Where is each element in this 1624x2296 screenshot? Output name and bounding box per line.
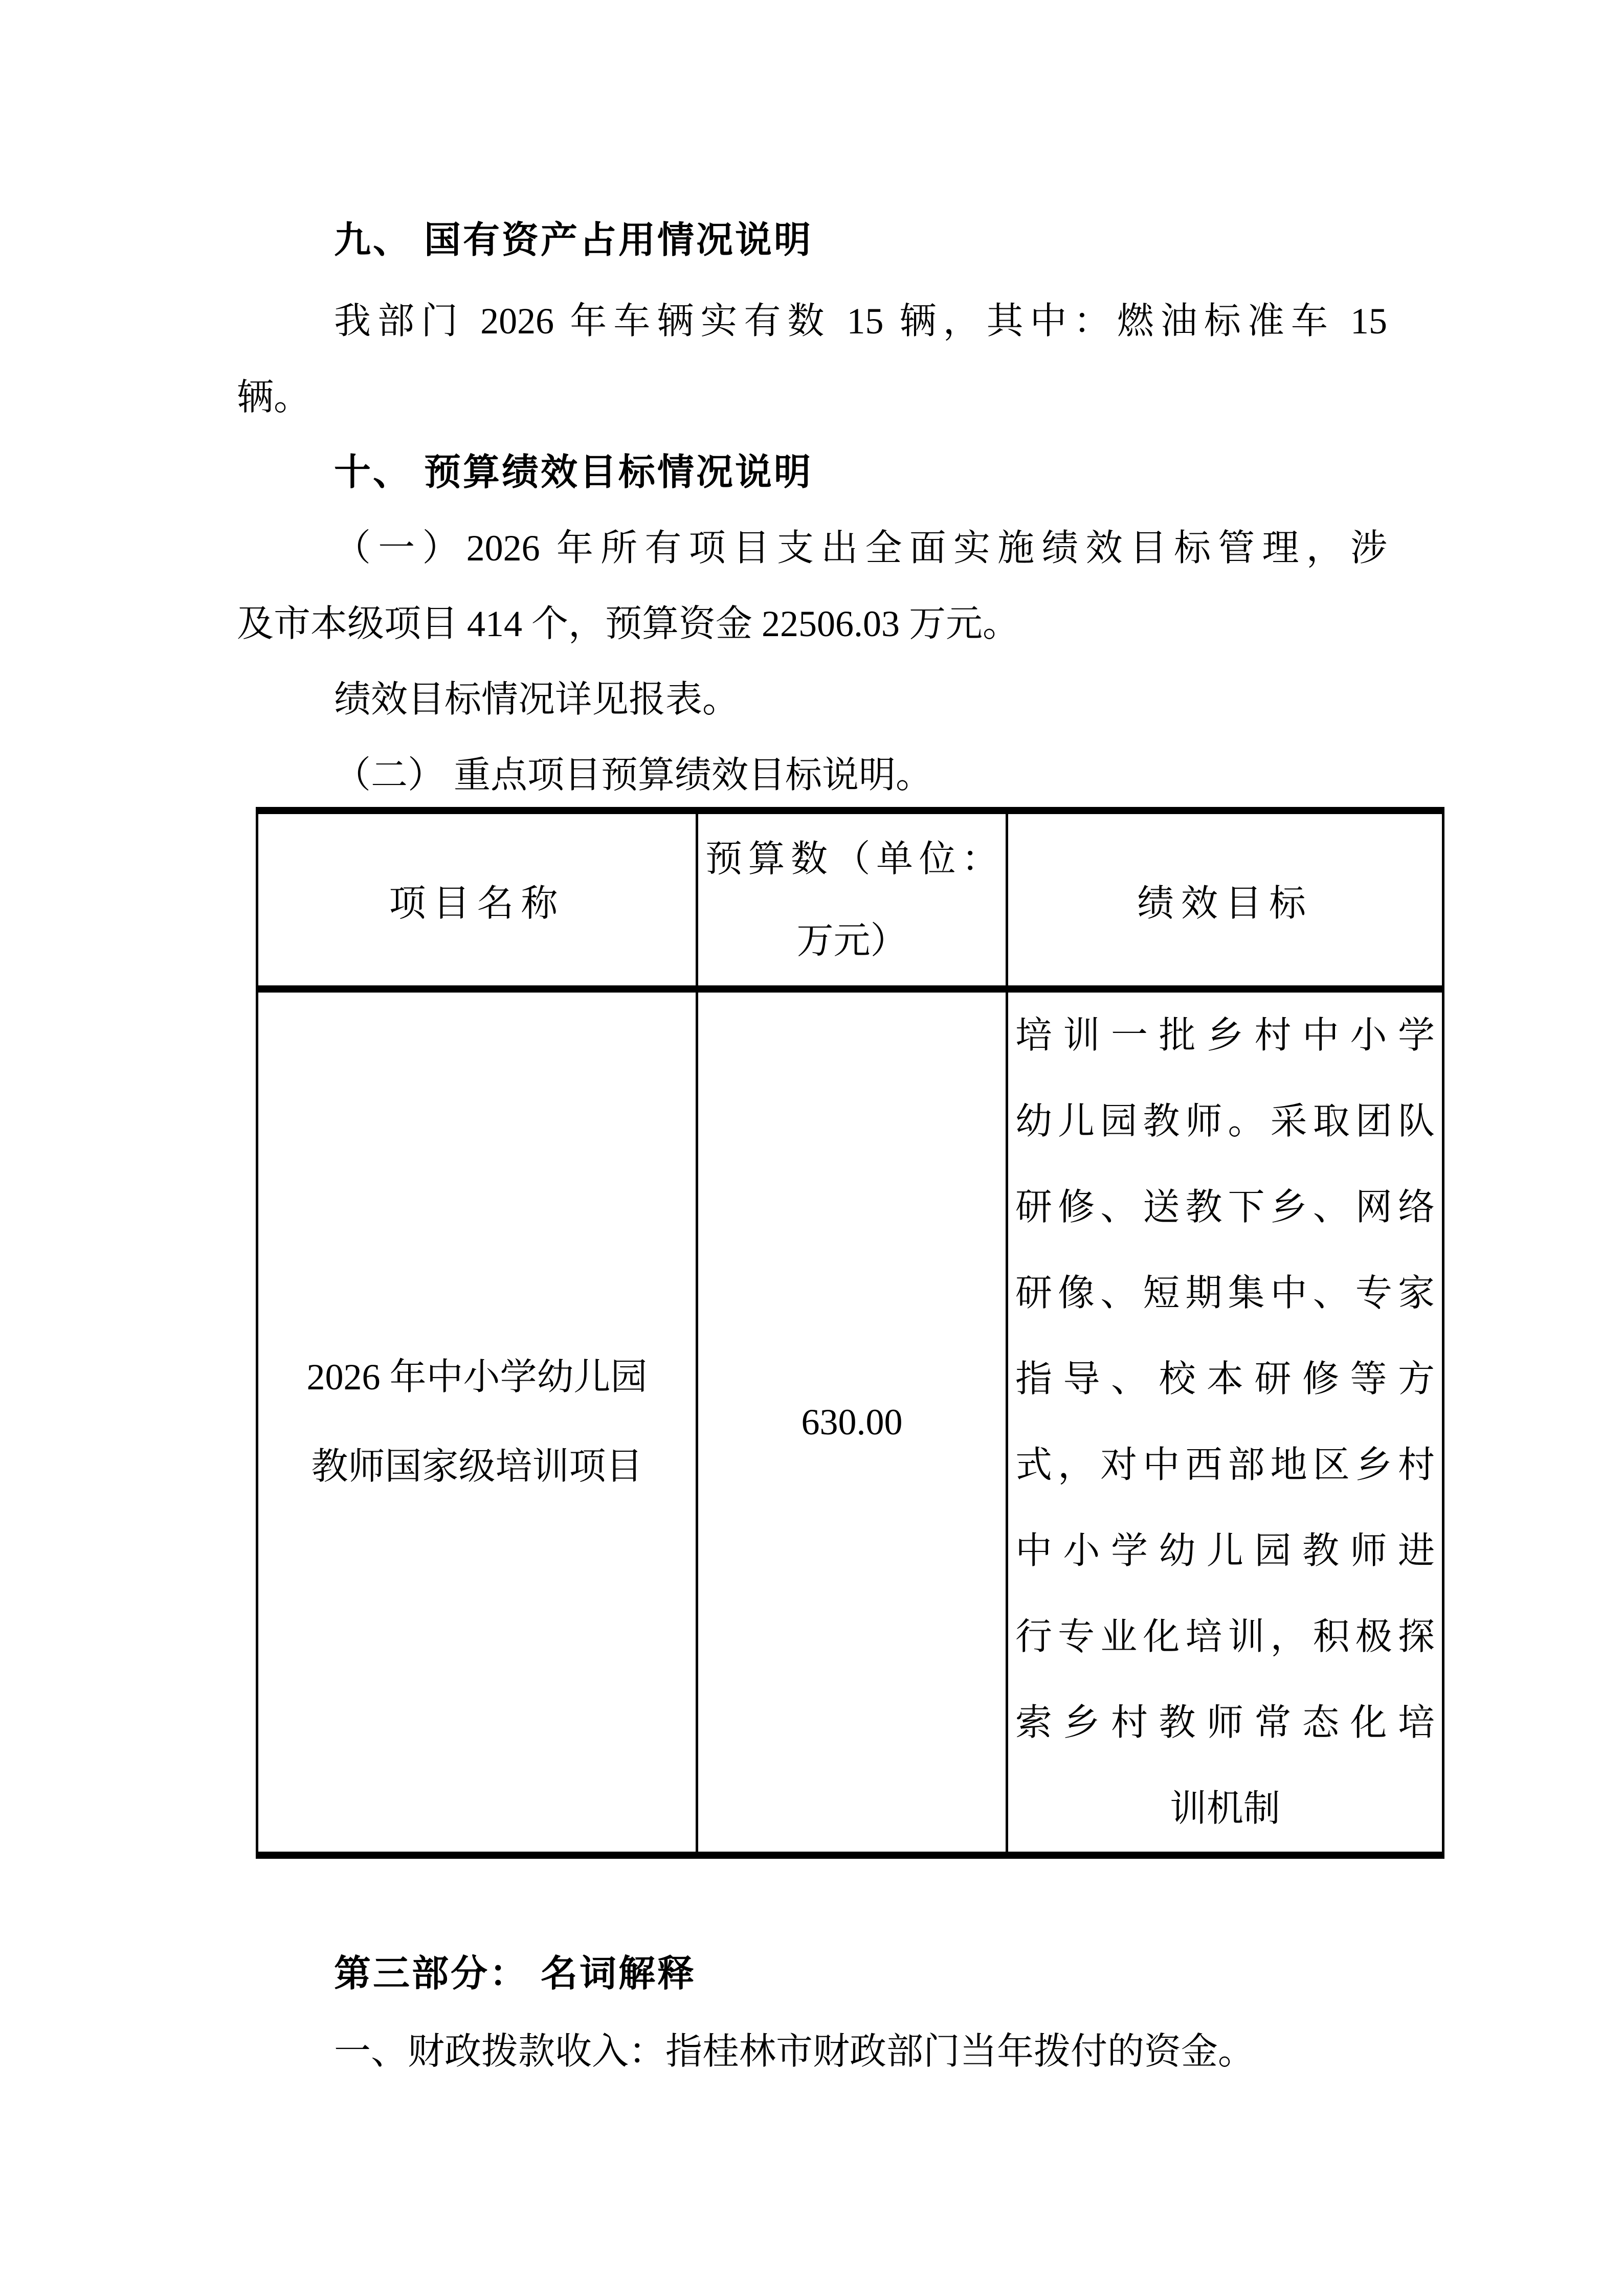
section10-note: 绩效目标情况详见报表。 <box>334 679 740 720</box>
target-text-line: 研修、送教下乡、网络 <box>1015 1187 1435 1228</box>
part3-heading: 第三部分： 名词解释 <box>334 1953 697 1994</box>
target-text-line: 幼儿园教师。采取团队 <box>1015 1101 1435 1142</box>
header-budget-label-line1: 预算数（单位： <box>705 838 998 880</box>
cell-budget-amount <box>697 989 1007 1855</box>
cell-performance-target <box>1007 989 1443 1855</box>
header-performance-target-label: 绩效目标 <box>1137 883 1313 924</box>
header-cell-project-name <box>257 811 697 989</box>
table-data-row <box>257 989 1443 1855</box>
target-text-line: 索乡村教师常态化培 <box>1015 1702 1435 1743</box>
target-text-line: 中小学幼儿园教师进 <box>1015 1530 1435 1571</box>
section10-item2: （二） 重点项目预算绩效目标说明。 <box>334 755 933 796</box>
table-header-row <box>257 811 1443 989</box>
target-text-line: 培训一批乡村中小学 <box>1015 1015 1435 1056</box>
header-cell-budget <box>697 811 1007 989</box>
section10-item1-line2: 及市本级项目 414 个，预算资金 22506.03 万元。 <box>237 603 1020 644</box>
header-budget-label-line2: 万元） <box>796 920 907 961</box>
header-cell-performance-target <box>1007 811 1443 989</box>
target-text-line: 训机制 <box>1169 1788 1280 1829</box>
part3-item1: 一、财政拨款收入：指桂林市财政部门当年拨付的资金。 <box>334 2031 1255 2072</box>
section9-paragraph-line2: 辆。 <box>237 377 311 418</box>
section10-item1-line1: （一）2026 年所有项目支出全面实施绩效目标管理，涉 <box>334 528 1387 569</box>
section10-heading: 十、 预算绩效目标情况说明 <box>334 452 813 493</box>
target-text-line: 行专业化培训，积极探 <box>1015 1616 1435 1657</box>
section9-heading: 九、 国有资产占用情况说明 <box>334 220 813 261</box>
target-text-line: 研像、短期集中、专家 <box>1015 1273 1435 1314</box>
section9-paragraph-line1: 我部门 2026 年车辆实有数 15 辆，其中：燃油标准车 15 <box>334 301 1387 342</box>
cell-project-name <box>257 989 697 1855</box>
header-project-name-label: 项目名称 <box>389 883 565 924</box>
project-name-line1: 2026 年中小学幼儿园 <box>306 1357 648 1398</box>
performance-target-table <box>256 807 1444 1859</box>
target-text-line: 指导、校本研修等方 <box>1015 1359 1435 1400</box>
target-text-line: 式，对中西部地区乡村 <box>1015 1445 1435 1485</box>
project-name-line2: 教师国家级培训项目 <box>311 1446 643 1487</box>
budget-amount-value: 630.00 <box>801 1402 903 1443</box>
